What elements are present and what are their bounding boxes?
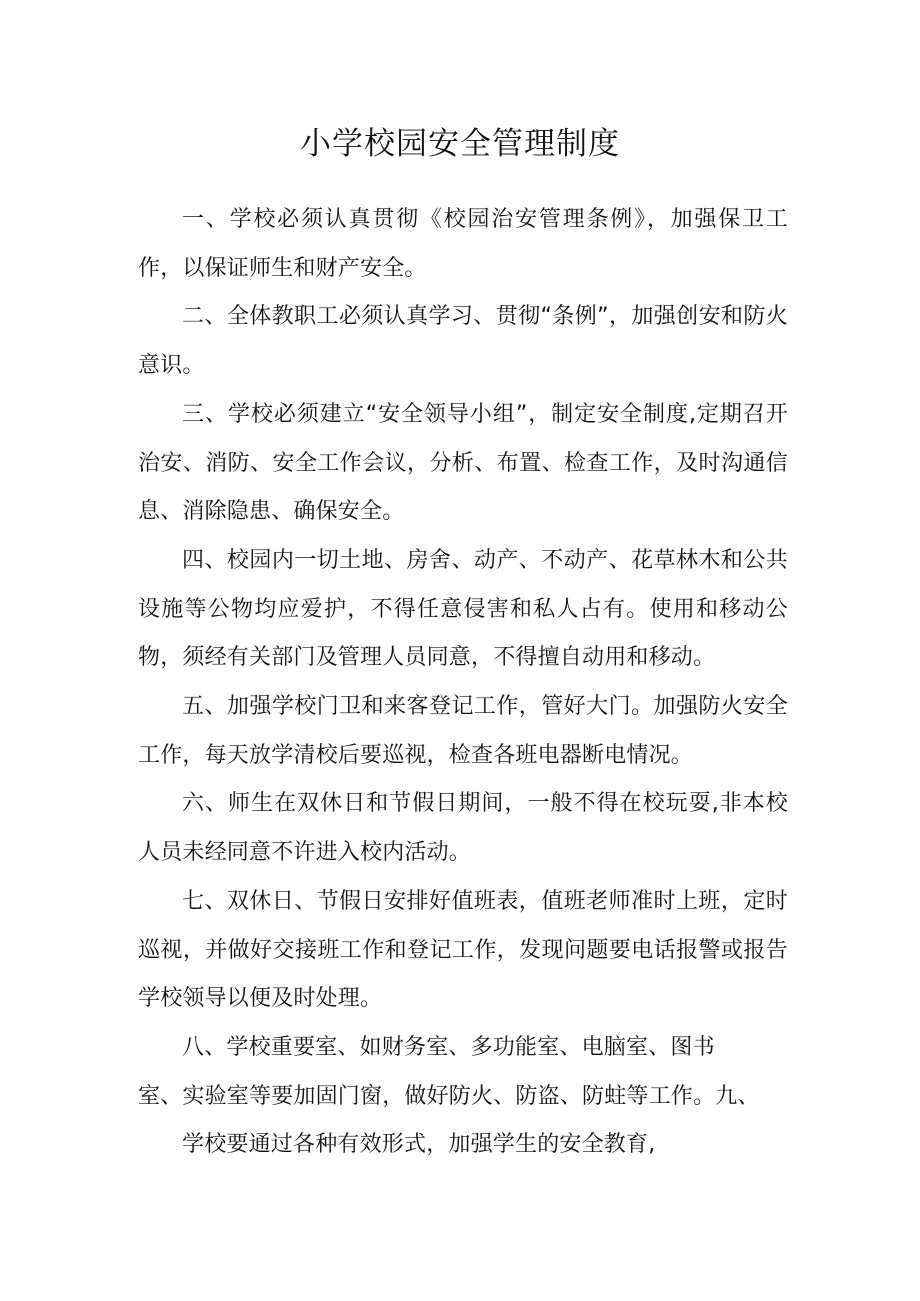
paragraph-7: 七、双休日、节假日安排好值班表，值班老师准时上班，定时巡视，并做好交接班工作和登记工作，发现问题要电话报警或报告学校领导以便及时处理。 <box>138 888 788 1012</box>
paragraph-3: 三、学校必须建立“安全领导小组”，制定安全制度,定期召开治安、消防、安全工作会议，分析、布置、检查工作，及时沟通信息、消除隐患、确保安全。 <box>138 401 788 525</box>
paragraph-8: 八、学校重要室、如财务室、多功能室、电脑室、图书 <box>182 1034 715 1060</box>
paragraph-6: 六、师生在双休日和节假日期间，一般不得在校玩耍,非本校人员未经同意不许进入校内活动。 <box>138 791 788 866</box>
paragraph-4: 四、校园内一切土地、房舍、动产、不动产、花草林木和公共设施等公物均应爱护，不得任意侵害和私人占有。使用和移动公物，须经有关部门及管理人员同意，不得擅自动用和移动。 <box>138 547 788 671</box>
document-title: 小学校园安全管理制度 <box>300 126 620 162</box>
document-body <box>138 196 788 1170</box>
paragraph-1: 一、学校必须认真贯彻《校园治安管理条例》，加强保卫工作，以保证师生和财产安全。 <box>138 207 788 281</box>
paragraph-9: 学校要通过各种有效形式，加强学生的安全教育, <box>182 1132 656 1158</box>
paragraph-8-continued: 室、实验室等要加固门窗，做好防火、防盗、防蛀等工作。九、 <box>138 1083 760 1109</box>
paragraph-5: 五、加强学校门卫和来客登记工作，管好大门。加强防火安全工作，每天放学清校后要巡视，检查各班电器断电情况。 <box>138 694 788 768</box>
paragraph-2: 二、全体教职工必须认真学习、贯彻“条例”，加强创安和防火意识。 <box>138 304 788 379</box>
